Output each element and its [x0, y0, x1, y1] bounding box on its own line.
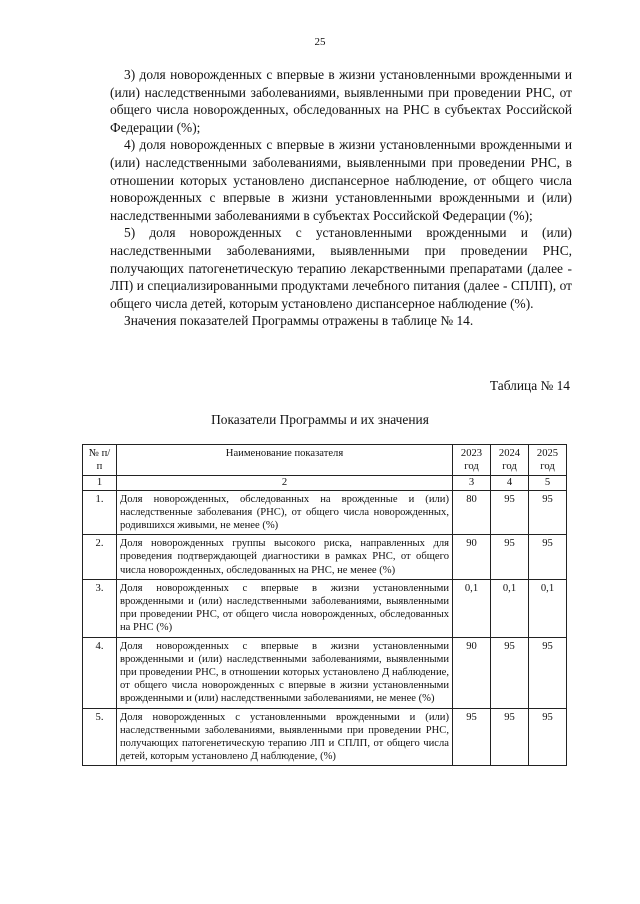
value-2025: 95 [529, 535, 567, 580]
body-text [110, 66, 572, 330]
indicators-table [82, 444, 567, 766]
value-2024: 95 [491, 490, 529, 535]
value-2023: 90 [453, 535, 491, 580]
indicator-name: Доля новорожденных группы высокого риска, направленных для проведения подтверждающей диагностики в рамках РНС, от общего числа новорожденных, обследованных на РНС, не менее (%) [117, 535, 453, 580]
value-2024: 0,1 [491, 579, 529, 637]
index-cell: 2 [117, 476, 453, 490]
value-2025: 95 [529, 708, 567, 766]
header-2025: 2025 год [529, 445, 567, 476]
table-row [83, 535, 567, 580]
paragraph-table-reference: Значения показателей Программы отражены в таблице № 14. [124, 313, 474, 329]
value-2023: 0,1 [453, 579, 491, 637]
table-header-row [83, 445, 567, 476]
header-number: № п/п [83, 445, 117, 476]
table-index-row [83, 476, 567, 490]
table-row [83, 490, 567, 535]
value-2023: 80 [453, 490, 491, 535]
index-cell: 3 [453, 476, 491, 490]
indicator-name: Доля новорожденных, обследованных на врожденные и (или) наследственные заболевания (РНС), от общего числа новорожденных, родившихся живыми, не менее (%) [117, 490, 453, 535]
row-number: 2. [83, 535, 117, 580]
paragraph-item-3: 3) доля новорожденных с впервые в жизни установленными врожденными и (или) наследственными заболеваниями, выявленными при проведении РНС, от общего числа новорожденных, обследованных на РНС в субъектах Российской Федерации (%); [110, 67, 572, 135]
indicator-name: Доля новорожденных с установленными врожденными и (или) наследственными заболеваниями, выявленными при проведении РНС, получающих патогенетическую терапию ЛП и СПЛП, от общего числа детей, которым установлено Д наблюдение, (%) [117, 708, 453, 766]
table-row [83, 708, 567, 766]
row-number: 1. [83, 490, 117, 535]
table-row [83, 579, 567, 637]
indicator-name: Доля новорожденных с впервые в жизни установленными врожденными и (или) наследственными заболеваниями, выявленными при проведении РНС, от общего числа новорожденных, обследованных на РНС (%) [117, 579, 453, 637]
value-2023: 90 [453, 637, 491, 708]
page-number: 25 [314, 36, 326, 48]
value-2025: 95 [529, 490, 567, 535]
table-row [83, 637, 567, 708]
value-2024: 95 [491, 637, 529, 708]
row-number: 4. [83, 637, 117, 708]
value-2023: 95 [453, 708, 491, 766]
value-2024: 95 [491, 535, 529, 580]
index-cell: 4 [491, 476, 529, 490]
row-number: 5. [83, 708, 117, 766]
row-number: 3. [83, 579, 117, 637]
indicator-name: Доля новорожденных с впервые в жизни установленными врожденными и (или) наследственными заболеваниями, выявленными при проведении РНС, в отношении которых установлено Д наблюдение, от общего числа новорожденных с впервые в жизни установленными врожденными и (или) наследственными заболеваниями, не менее (%) [117, 637, 453, 708]
header-2023: 2023 год [453, 445, 491, 476]
value-2025: 0,1 [529, 579, 567, 637]
paragraph-item-4: 4) доля новорожденных с впервые в жизни установленными врожденными и (или) наследственными заболеваниями, выявленными при проведении РНС, в отношении которых установлено диспансерное наблюдение, от общего числа новорожденных с впервые в жизни установленными врожденными и (или) наследственными заболеваниями в субъектах Российской Федерации (%); [110, 137, 572, 223]
table-title: Показатели Программы и их значения [211, 412, 429, 427]
value-2025: 95 [529, 637, 567, 708]
index-cell: 5 [529, 476, 567, 490]
header-2024: 2024 год [491, 445, 529, 476]
index-cell: 1 [83, 476, 117, 490]
header-indicator-name: Наименование показателя [117, 445, 453, 476]
value-2024: 95 [491, 708, 529, 766]
table-label: Таблица № 14 [489, 378, 570, 393]
paragraph-item-5: 5) доля новорожденных с установленными врожденными и (или) наследственными заболеваниями, выявленными при проведении РНС, получающих патогенетическую терапию лекарственными препаратами (далее - ЛП) и специализированными продуктами лечебного питания (далее - СПЛП), от общего числа детей, которым установлено диспансерное наблюдение (%). [110, 225, 572, 311]
